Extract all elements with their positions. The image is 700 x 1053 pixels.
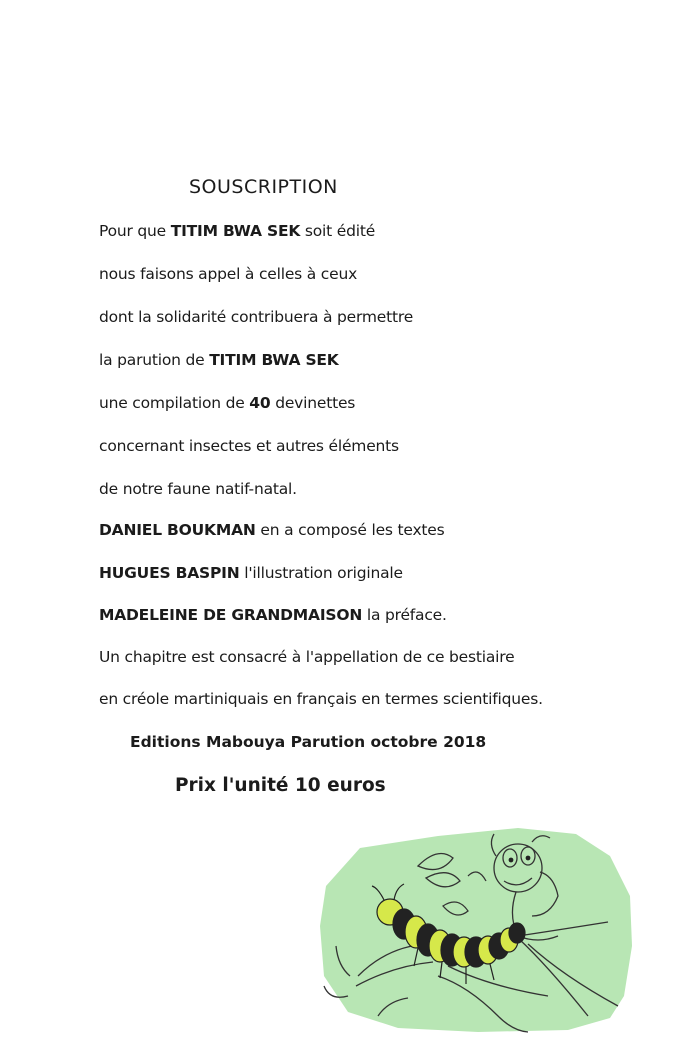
page-title: SOUSCRIPTION	[189, 176, 338, 198]
text-line-2: nous faisons appel à celles à ceux	[99, 265, 358, 283]
text-line-4	[99, 351, 339, 369]
text-line-9	[99, 564, 403, 582]
illustrator-name: HUGUES BASPIN	[99, 564, 240, 582]
book-title: TITIM BWA SEK	[209, 351, 339, 369]
preface-author-name: MADELEINE DE GRANDMAISON	[99, 606, 363, 624]
text-line-1	[99, 222, 375, 240]
text-segment: la parution de	[99, 351, 210, 369]
text-segment: soit édité	[300, 222, 376, 240]
price-line: Prix l'unité 10 euros	[175, 775, 386, 796]
text-line-3: dont la solidarité contribuera à permettre	[99, 308, 414, 326]
riddle-count: 40	[249, 394, 271, 412]
text-segment: la préface.	[362, 606, 447, 624]
book-title: TITIM BWA SEK	[170, 222, 301, 240]
author-name: DANIEL BOUKMAN	[99, 521, 256, 539]
text-line-5	[99, 394, 355, 412]
text-line-6: concernant insectes et autres éléments	[99, 437, 399, 455]
text-line-12: en créole martiniquais en français en termes scientifiques.	[99, 690, 543, 708]
text-line-7: de notre faune natif-natal.	[99, 480, 297, 498]
text-line-11: Un chapitre est consacré à l'appellation de ce bestiaire	[99, 648, 515, 666]
caterpillar-icon	[318, 826, 634, 1036]
text-segment: devinettes	[270, 394, 356, 412]
text-segment: en a composé les textes	[255, 521, 445, 539]
text-line-8	[99, 521, 445, 539]
text-segment: une compilation de	[99, 394, 250, 412]
text-segment: Pour que	[99, 222, 171, 240]
text-segment: l'illustration originale	[239, 564, 403, 582]
text-line-10	[99, 606, 447, 624]
publisher-line: Editions Mabouya Parution octobre 2018	[130, 733, 487, 751]
